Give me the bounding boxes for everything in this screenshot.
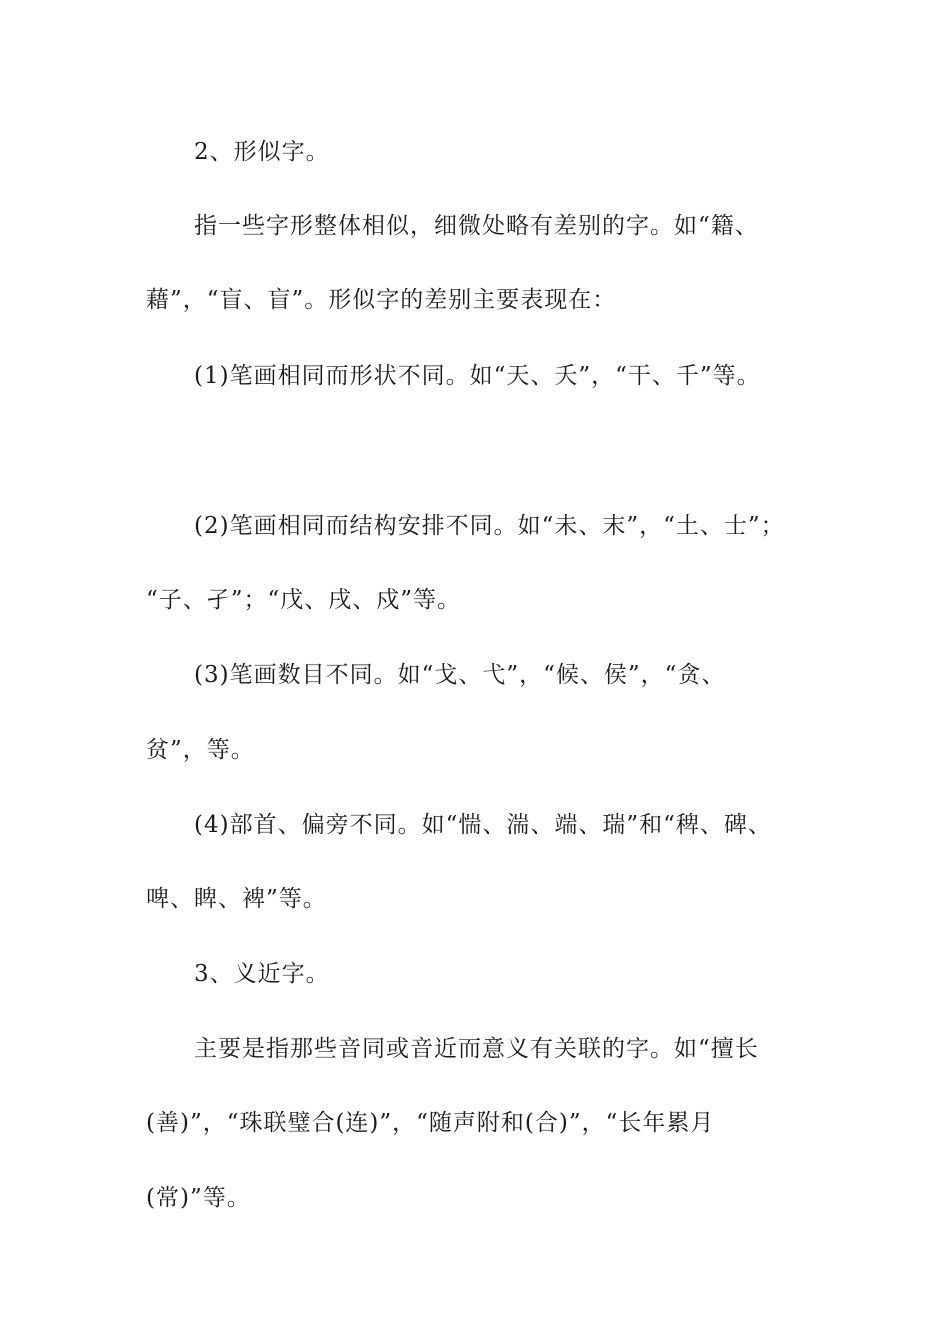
heading-similar-meaning: 3、义近字。: [194, 961, 330, 987]
paragraph-line: “子、孑”；“戊、戌、戍”等。: [146, 587, 462, 613]
list-item-3: (3)笔画数目不同。如“戈、弋”，“候、侯”，“贪、: [194, 662, 726, 688]
list-item-1: (1)笔画相同而形状不同。如“天、夭”，“干、千”等。: [194, 363, 761, 389]
paragraph-line: (善)”，“珠联璧合(连)”，“随声附和(合)”，“长年累月: [146, 1110, 715, 1136]
paragraph-line: 指一些字形整体相似，细微处略有差别的字。如“籍、: [194, 213, 759, 239]
paragraph-line: (常)”等。: [146, 1185, 251, 1211]
list-item-4: (4)部首、偏旁不同。如“惴、湍、端、瑞”和“稗、碑、: [194, 812, 772, 838]
heading-similar-shape: 2、形似字。: [194, 139, 330, 165]
paragraph-line: 藉”，“盲、盲”。形似字的差别主要表现在：: [146, 287, 617, 313]
paragraph-line: 贫”，等。: [146, 737, 255, 763]
paragraph-line: 啤、睥、裨”等。: [146, 886, 327, 912]
list-item-2: (2)笔画相同而结构安排不同。如“未、末”，“土、士”；: [194, 513, 785, 539]
paragraph-line: 主要是指那些音同或音近而意义有关联的字。如“擅长: [194, 1036, 759, 1062]
